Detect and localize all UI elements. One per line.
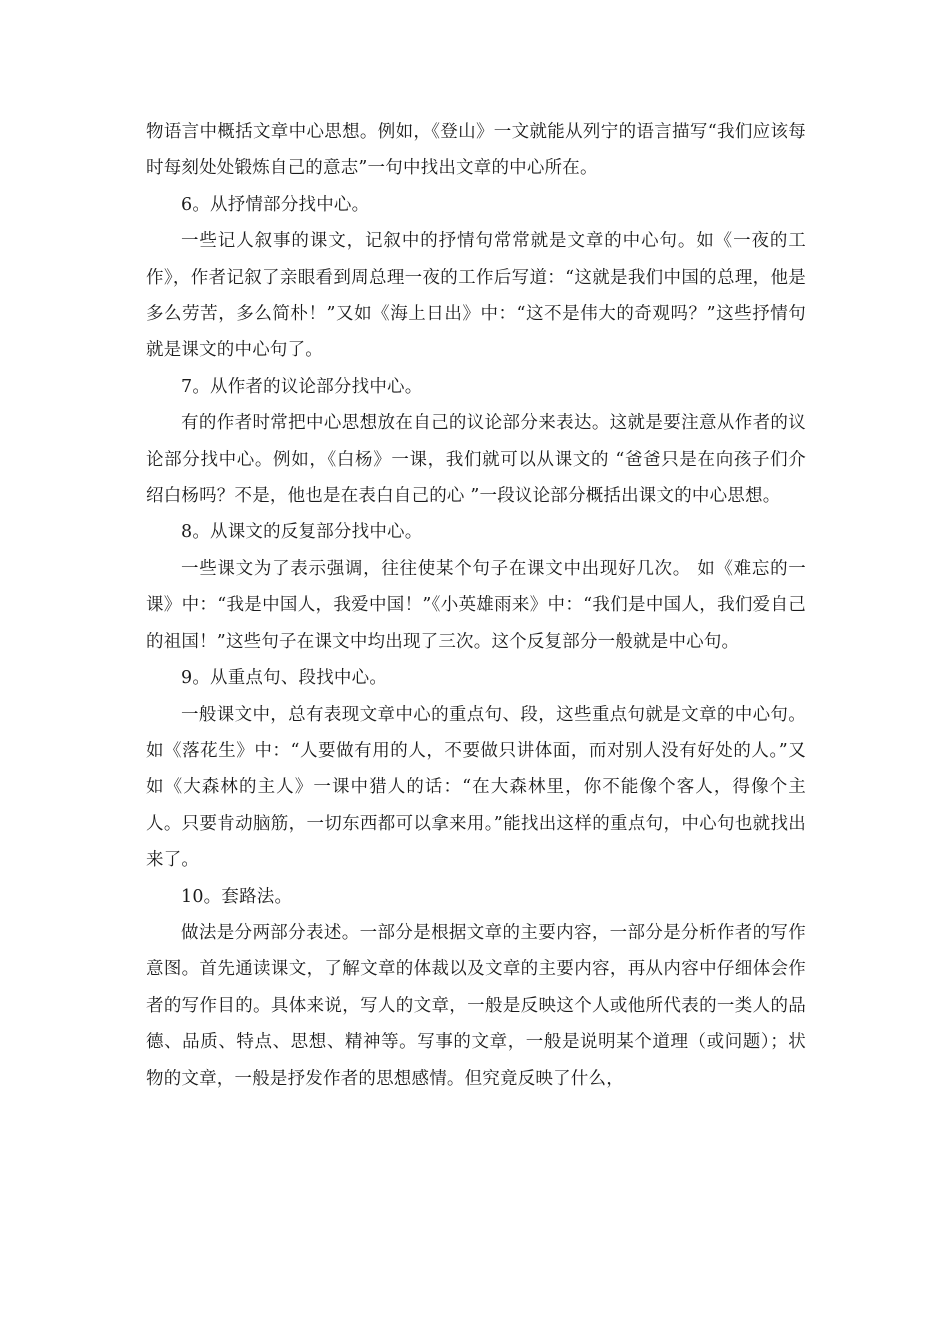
section-heading-10: 10。套路法。 (181, 886, 293, 907)
paragraph-10: 做法是分两部分表述。一部分是根据文章的主要内容，一部分是分析作者的写作意图。首先通读课文，了解文章的体裁以及文章的主要内容，再从内容中仔细体会作者的写作目的。具体来说，写人的文章，一般是反映这个人或他所代表的一类人的品德、品质、特点、思想、精神等。写事的文章，一般是说明某个道理（或问题）；状物的文章，一般是抒发作者的思想感情。但究竟反映了什么， (146, 922, 806, 1089)
section-heading-7: 7。从作者的议论部分找中心。 (181, 376, 423, 397)
section-heading-9: 9。从重点句、段找中心。 (181, 668, 388, 689)
paragraph-8: 一些课文为了表示强调，往往使某个句子在课文中出现好几次。 如《难忘的一课》中：“我是中国人，我爱中国！”《小英雄雨来》中：“我们是中国人，我们爱自己的祖国！”这些句子在课文中均出现了三次。这个反复部分一般就是中心句。 (146, 558, 806, 652)
document-body (146, 114, 806, 1097)
section-heading-6: 6。从抒情部分找中心。 (181, 194, 370, 215)
paragraph-6: 一些记人叙事的课文，记叙中的抒情句常常就是文章的中心句。如《一夜的工作》，作者记叙了亲眼看到周总理一夜的工作后写道：“这就是我们中国的总理，他是多么劳苦，多么简朴！”又如《海上日出》中：“这不是伟大的奇观吗？”这些抒情句就是课文的中心句了。 (146, 231, 806, 361)
paragraph-7: 有的作者时常把中心思想放在自己的议论部分来表达。这就是要注意从作者的议论部分找中心。例如，《白杨》一课，我们就可以从课文的 “爸爸只是在向孩子们介绍白杨吗？不是，他也是在表白自己的心 ”一段议论部分概括出课文的中心思想。 (146, 413, 806, 507)
paragraph-continuation: 物语言中概括文章中心思想。例如，《登山》一文就能从列宁的语言描写“我们应该每时每刻处处锻炼自己的意志”一句中找出文章的中心所在。 (146, 122, 806, 179)
paragraph-9: 一般课文中，总有表现文章中心的重点句、段，这些重点句就是文章的中心句。如《落花生》中：“人要做有用的人，不要做只讲体面，而对别人没有好处的人。”又如《大森林的主人》一课中猎人的话：“在大森林里，你不能像个客人，得像个主人。只要肯动脑筋，一切东西都可以拿来用。”能找出这样的重点句，中心句也就找出来了。 (146, 704, 806, 871)
section-heading-8: 8。从课文的反复部分找中心。 (181, 522, 423, 543)
